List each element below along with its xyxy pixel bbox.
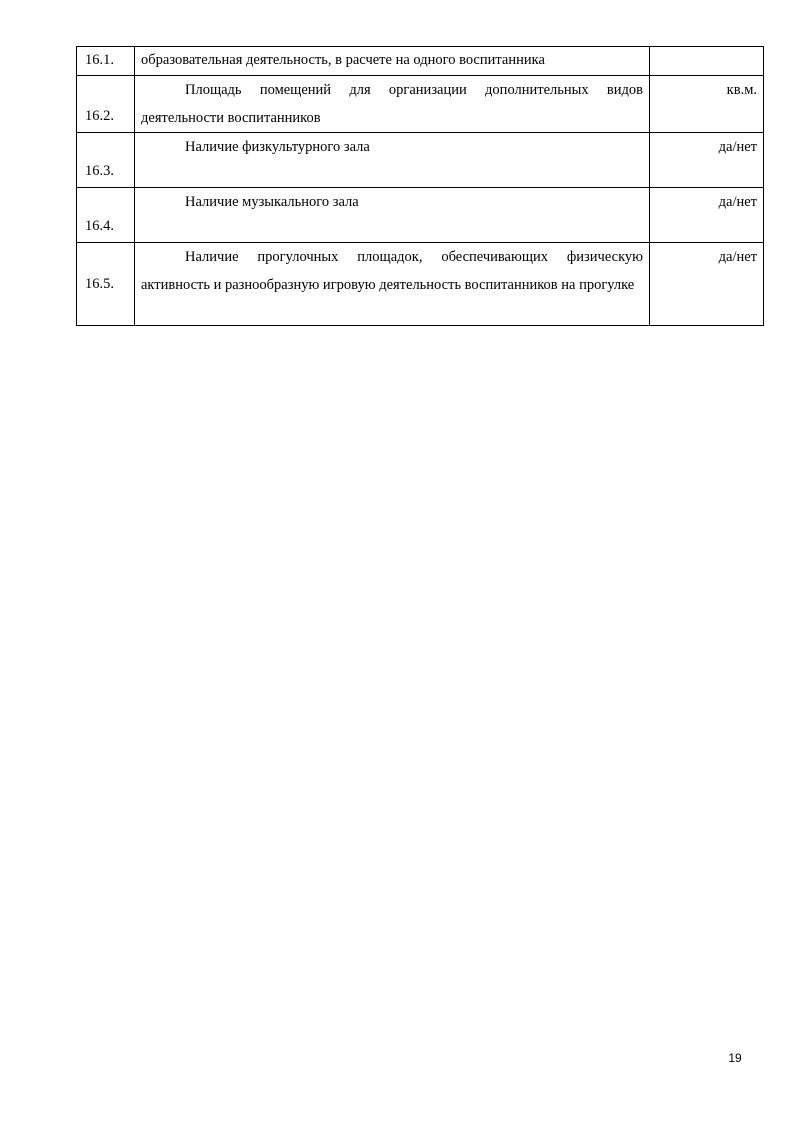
row-number-cell — [77, 243, 135, 326]
indicator-name: Наличие прогулочных площадок, обеспечивающих физическую активность и разнообразную игровую деятельность воспитанников на прогулке — [141, 249, 643, 293]
indicator-name: образовательная деятельность, в расчете на одного воспитанника — [135, 47, 650, 76]
indicator-name-cell — [135, 76, 650, 133]
table-row — [77, 188, 764, 243]
indicators-table — [76, 46, 764, 326]
table-row — [77, 76, 764, 133]
row-number-cell — [77, 47, 135, 76]
row-number-cell — [77, 133, 135, 188]
unit-cell: кв.м. — [650, 76, 764, 133]
row-number-cell — [77, 188, 135, 243]
row-number: 16.2. — [85, 108, 114, 124]
row-number: 16.4. — [85, 218, 114, 234]
indicator-name: Наличие физкультурного зала — [185, 139, 370, 155]
indicator-name-cell — [135, 188, 650, 243]
row-number-cell — [77, 76, 135, 133]
indicator-name-cell — [135, 133, 650, 188]
table-row — [77, 47, 764, 76]
page-number: 19 — [728, 1051, 742, 1065]
indicator-name: Наличие музыкального зала — [185, 194, 359, 210]
row-number: 16.5. — [85, 276, 114, 292]
table-row — [77, 243, 764, 326]
indicator-name-cell — [135, 243, 650, 326]
row-number: 16.1. — [85, 52, 114, 68]
unit-cell: да/нет — [650, 243, 764, 326]
unit-cell — [650, 47, 764, 76]
unit-cell: да/нет — [650, 188, 764, 243]
unit-cell: да/нет — [650, 133, 764, 188]
row-number: 16.3. — [85, 163, 114, 179]
table-row — [77, 133, 764, 188]
indicator-name: Площадь помещений для организации дополнительных видов деятельности воспитанников — [141, 82, 643, 126]
